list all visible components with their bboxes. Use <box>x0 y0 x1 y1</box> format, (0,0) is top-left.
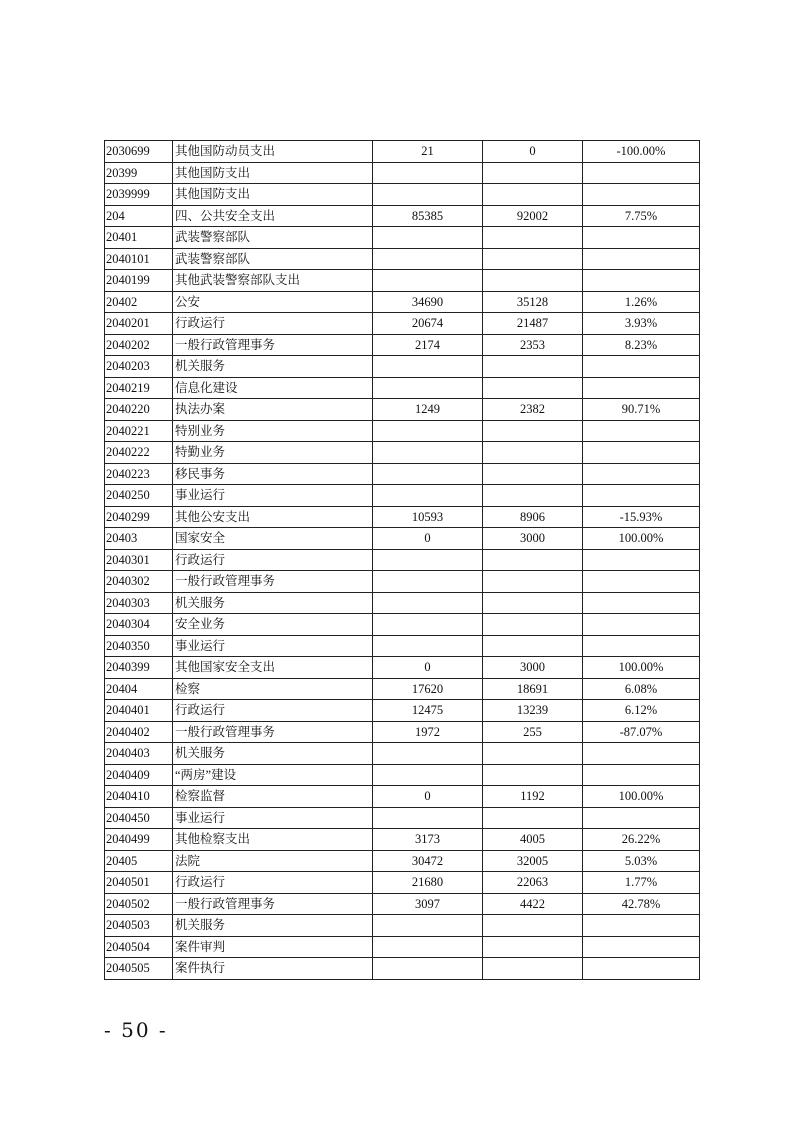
change-percent-cell <box>583 614 700 636</box>
code-cell: 2040199 <box>105 270 173 292</box>
table-row <box>105 141 700 163</box>
change-percent-cell <box>583 635 700 657</box>
item-name-cell: 检察 <box>173 678 373 700</box>
code-cell: 2040399 <box>105 657 173 679</box>
prev-value-cell <box>373 807 483 829</box>
prev-value-cell: 30472 <box>373 850 483 872</box>
prev-value-cell <box>373 442 483 464</box>
curr-value-cell: 255 <box>483 721 583 743</box>
curr-value-cell <box>483 442 583 464</box>
curr-value-cell: 18691 <box>483 678 583 700</box>
prev-value-cell: 2174 <box>373 334 483 356</box>
curr-value-cell <box>483 635 583 657</box>
change-percent-cell: 42.78% <box>583 893 700 915</box>
prev-value-cell <box>373 420 483 442</box>
prev-value-cell <box>373 356 483 378</box>
table-row <box>105 442 700 464</box>
item-name-cell: 国家安全 <box>173 528 373 550</box>
curr-value-cell: 92002 <box>483 205 583 227</box>
curr-value-cell: 8906 <box>483 506 583 528</box>
table-row <box>105 485 700 507</box>
table-row <box>105 463 700 485</box>
change-percent-cell <box>583 571 700 593</box>
change-percent-cell: 8.23% <box>583 334 700 356</box>
item-name-cell: 安全业务 <box>173 614 373 636</box>
table-row <box>105 786 700 808</box>
change-percent-cell <box>583 743 700 765</box>
curr-value-cell <box>483 184 583 206</box>
code-cell: 2040409 <box>105 764 173 786</box>
table-body <box>105 141 700 980</box>
code-cell: 2040220 <box>105 399 173 421</box>
change-percent-cell: 26.22% <box>583 829 700 851</box>
curr-value-cell: 35128 <box>483 291 583 313</box>
code-cell: 2040350 <box>105 635 173 657</box>
change-percent-cell: -15.93% <box>583 506 700 528</box>
item-name-cell: 行政运行 <box>173 700 373 722</box>
change-percent-cell <box>583 549 700 571</box>
prev-value-cell <box>373 463 483 485</box>
code-cell: 204 <box>105 205 173 227</box>
prev-value-cell <box>373 958 483 980</box>
change-percent-cell <box>583 442 700 464</box>
table-row <box>105 506 700 528</box>
curr-value-cell <box>483 270 583 292</box>
table-row <box>105 356 700 378</box>
code-cell: 20401 <box>105 227 173 249</box>
curr-value-cell: 1192 <box>483 786 583 808</box>
table-row <box>105 807 700 829</box>
curr-value-cell: 0 <box>483 141 583 163</box>
change-percent-cell: -87.07% <box>583 721 700 743</box>
code-cell: 2040302 <box>105 571 173 593</box>
change-percent-cell <box>583 463 700 485</box>
table-row <box>105 700 700 722</box>
item-name-cell: 机关服务 <box>173 743 373 765</box>
curr-value-cell <box>483 162 583 184</box>
prev-value-cell: 17620 <box>373 678 483 700</box>
change-percent-cell <box>583 420 700 442</box>
change-percent-cell: -100.00% <box>583 141 700 163</box>
prev-value-cell <box>373 549 483 571</box>
code-cell: 2040299 <box>105 506 173 528</box>
prev-value-cell: 0 <box>373 528 483 550</box>
table-row <box>105 936 700 958</box>
change-percent-cell <box>583 184 700 206</box>
code-cell: 2040502 <box>105 893 173 915</box>
table-row <box>105 571 700 593</box>
code-cell: 2040203 <box>105 356 173 378</box>
prev-value-cell: 10593 <box>373 506 483 528</box>
change-percent-cell <box>583 356 700 378</box>
curr-value-cell: 3000 <box>483 657 583 679</box>
change-percent-cell <box>583 915 700 937</box>
curr-value-cell <box>483 571 583 593</box>
table-row <box>105 291 700 313</box>
table-row <box>105 958 700 980</box>
table-row <box>105 657 700 679</box>
curr-value-cell <box>483 958 583 980</box>
prev-value-cell <box>373 377 483 399</box>
code-cell: 2040503 <box>105 915 173 937</box>
change-percent-cell: 6.08% <box>583 678 700 700</box>
code-cell: 20403 <box>105 528 173 550</box>
code-cell: 2040303 <box>105 592 173 614</box>
code-cell: 2040101 <box>105 248 173 270</box>
item-name-cell: 其他国家安全支出 <box>173 657 373 679</box>
item-name-cell: 一般行政管理事务 <box>173 334 373 356</box>
code-cell: 2040250 <box>105 485 173 507</box>
change-percent-cell <box>583 764 700 786</box>
table-row <box>105 313 700 335</box>
change-percent-cell <box>583 958 700 980</box>
change-percent-cell <box>583 485 700 507</box>
item-name-cell: 事业运行 <box>173 635 373 657</box>
budget-table <box>104 140 700 980</box>
curr-value-cell: 4005 <box>483 829 583 851</box>
change-percent-cell: 6.12% <box>583 700 700 722</box>
table-row <box>105 592 700 614</box>
code-cell: 2040504 <box>105 936 173 958</box>
item-name-cell: 案件审判 <box>173 936 373 958</box>
curr-value-cell <box>483 463 583 485</box>
change-percent-cell <box>583 936 700 958</box>
table-row <box>105 549 700 571</box>
curr-value-cell <box>483 377 583 399</box>
item-name-cell: 其他国防支出 <box>173 162 373 184</box>
item-name-cell: 信息化建设 <box>173 377 373 399</box>
prev-value-cell <box>373 915 483 937</box>
table-row <box>105 915 700 937</box>
curr-value-cell <box>483 592 583 614</box>
code-cell: 2040304 <box>105 614 173 636</box>
curr-value-cell <box>483 248 583 270</box>
item-name-cell: “两房”建设 <box>173 764 373 786</box>
item-name-cell: 一般行政管理事务 <box>173 721 373 743</box>
item-name-cell: 事业运行 <box>173 485 373 507</box>
table-row <box>105 399 700 421</box>
code-cell: 2040221 <box>105 420 173 442</box>
code-cell: 2040499 <box>105 829 173 851</box>
table-row <box>105 270 700 292</box>
code-cell: 2040403 <box>105 743 173 765</box>
change-percent-cell <box>583 592 700 614</box>
page-number: - 50 - <box>104 1018 168 1042</box>
curr-value-cell: 2353 <box>483 334 583 356</box>
item-name-cell: 一般行政管理事务 <box>173 893 373 915</box>
item-name-cell: 事业运行 <box>173 807 373 829</box>
prev-value-cell <box>373 248 483 270</box>
prev-value-cell <box>373 635 483 657</box>
change-percent-cell: 1.77% <box>583 872 700 894</box>
item-name-cell: 行政运行 <box>173 549 373 571</box>
prev-value-cell: 1972 <box>373 721 483 743</box>
item-name-cell: 一般行政管理事务 <box>173 571 373 593</box>
prev-value-cell: 85385 <box>373 205 483 227</box>
item-name-cell: 其他武装警察部队支出 <box>173 270 373 292</box>
item-name-cell: 其他公安支出 <box>173 506 373 528</box>
curr-value-cell <box>483 807 583 829</box>
change-percent-cell: 3.93% <box>583 313 700 335</box>
code-cell: 2040219 <box>105 377 173 399</box>
table-row <box>105 829 700 851</box>
change-percent-cell <box>583 248 700 270</box>
curr-value-cell <box>483 485 583 507</box>
prev-value-cell <box>373 162 483 184</box>
curr-value-cell: 21487 <box>483 313 583 335</box>
item-name-cell: 其他国防支出 <box>173 184 373 206</box>
table-row <box>105 850 700 872</box>
prev-value-cell: 3173 <box>373 829 483 851</box>
table-row <box>105 162 700 184</box>
change-percent-cell: 5.03% <box>583 850 700 872</box>
table-row <box>105 528 700 550</box>
item-name-cell: 特别业务 <box>173 420 373 442</box>
item-name-cell: 机关服务 <box>173 356 373 378</box>
prev-value-cell: 21 <box>373 141 483 163</box>
curr-value-cell <box>483 743 583 765</box>
item-name-cell: 其他检察支出 <box>173 829 373 851</box>
code-cell: 2040301 <box>105 549 173 571</box>
item-name-cell: 执法办案 <box>173 399 373 421</box>
item-name-cell: 其他国防动员支出 <box>173 141 373 163</box>
prev-value-cell <box>373 184 483 206</box>
change-percent-cell <box>583 270 700 292</box>
prev-value-cell: 20674 <box>373 313 483 335</box>
table-row <box>105 248 700 270</box>
curr-value-cell <box>483 764 583 786</box>
prev-value-cell <box>373 936 483 958</box>
prev-value-cell: 0 <box>373 657 483 679</box>
curr-value-cell: 32005 <box>483 850 583 872</box>
item-name-cell: 案件执行 <box>173 958 373 980</box>
table-row <box>105 635 700 657</box>
curr-value-cell: 13239 <box>483 700 583 722</box>
code-cell: 20404 <box>105 678 173 700</box>
code-cell: 2040402 <box>105 721 173 743</box>
code-cell: 2040450 <box>105 807 173 829</box>
code-cell: 2040410 <box>105 786 173 808</box>
curr-value-cell <box>483 420 583 442</box>
change-percent-cell: 1.26% <box>583 291 700 313</box>
change-percent-cell <box>583 227 700 249</box>
code-cell: 2040223 <box>105 463 173 485</box>
change-percent-cell: 100.00% <box>583 786 700 808</box>
code-cell: 2030699 <box>105 141 173 163</box>
item-name-cell: 公安 <box>173 291 373 313</box>
curr-value-cell <box>483 936 583 958</box>
code-cell: 2040222 <box>105 442 173 464</box>
code-cell: 20399 <box>105 162 173 184</box>
curr-value-cell: 4422 <box>483 893 583 915</box>
table-row <box>105 377 700 399</box>
change-percent-cell <box>583 377 700 399</box>
curr-value-cell <box>483 227 583 249</box>
table-row <box>105 743 700 765</box>
prev-value-cell: 0 <box>373 786 483 808</box>
prev-value-cell: 21680 <box>373 872 483 894</box>
item-name-cell: 法院 <box>173 850 373 872</box>
code-cell: 2040501 <box>105 872 173 894</box>
item-name-cell: 行政运行 <box>173 872 373 894</box>
table-row <box>105 205 700 227</box>
prev-value-cell <box>373 614 483 636</box>
code-cell: 20405 <box>105 850 173 872</box>
change-percent-cell: 100.00% <box>583 528 700 550</box>
change-percent-cell <box>583 807 700 829</box>
curr-value-cell: 3000 <box>483 528 583 550</box>
table-row <box>105 872 700 894</box>
item-name-cell: 机关服务 <box>173 592 373 614</box>
prev-value-cell: 3097 <box>373 893 483 915</box>
curr-value-cell <box>483 614 583 636</box>
prev-value-cell <box>373 227 483 249</box>
change-percent-cell: 100.00% <box>583 657 700 679</box>
code-cell: 2040401 <box>105 700 173 722</box>
table-row <box>105 227 700 249</box>
curr-value-cell <box>483 549 583 571</box>
table-row <box>105 334 700 356</box>
item-name-cell: 武装警察部队 <box>173 227 373 249</box>
code-cell: 2039999 <box>105 184 173 206</box>
item-name-cell: 行政运行 <box>173 313 373 335</box>
prev-value-cell <box>373 764 483 786</box>
item-name-cell: 检察监督 <box>173 786 373 808</box>
item-name-cell: 武装警察部队 <box>173 248 373 270</box>
code-cell: 2040201 <box>105 313 173 335</box>
table-row <box>105 721 700 743</box>
prev-value-cell: 34690 <box>373 291 483 313</box>
prev-value-cell: 1249 <box>373 399 483 421</box>
table-row <box>105 184 700 206</box>
prev-value-cell <box>373 571 483 593</box>
change-percent-cell: 7.75% <box>583 205 700 227</box>
table-row <box>105 764 700 786</box>
code-cell: 20402 <box>105 291 173 313</box>
curr-value-cell <box>483 915 583 937</box>
prev-value-cell <box>373 743 483 765</box>
item-name-cell: 四、公共安全支出 <box>173 205 373 227</box>
item-name-cell: 特勤业务 <box>173 442 373 464</box>
table-row <box>105 893 700 915</box>
curr-value-cell: 22063 <box>483 872 583 894</box>
table-row <box>105 420 700 442</box>
item-name-cell: 移民事务 <box>173 463 373 485</box>
table-row <box>105 678 700 700</box>
change-percent-cell <box>583 162 700 184</box>
code-cell: 2040202 <box>105 334 173 356</box>
curr-value-cell <box>483 356 583 378</box>
prev-value-cell <box>373 485 483 507</box>
curr-value-cell: 2382 <box>483 399 583 421</box>
table-row <box>105 614 700 636</box>
item-name-cell: 机关服务 <box>173 915 373 937</box>
prev-value-cell <box>373 592 483 614</box>
code-cell: 2040505 <box>105 958 173 980</box>
prev-value-cell <box>373 270 483 292</box>
change-percent-cell: 90.71% <box>583 399 700 421</box>
prev-value-cell: 12475 <box>373 700 483 722</box>
